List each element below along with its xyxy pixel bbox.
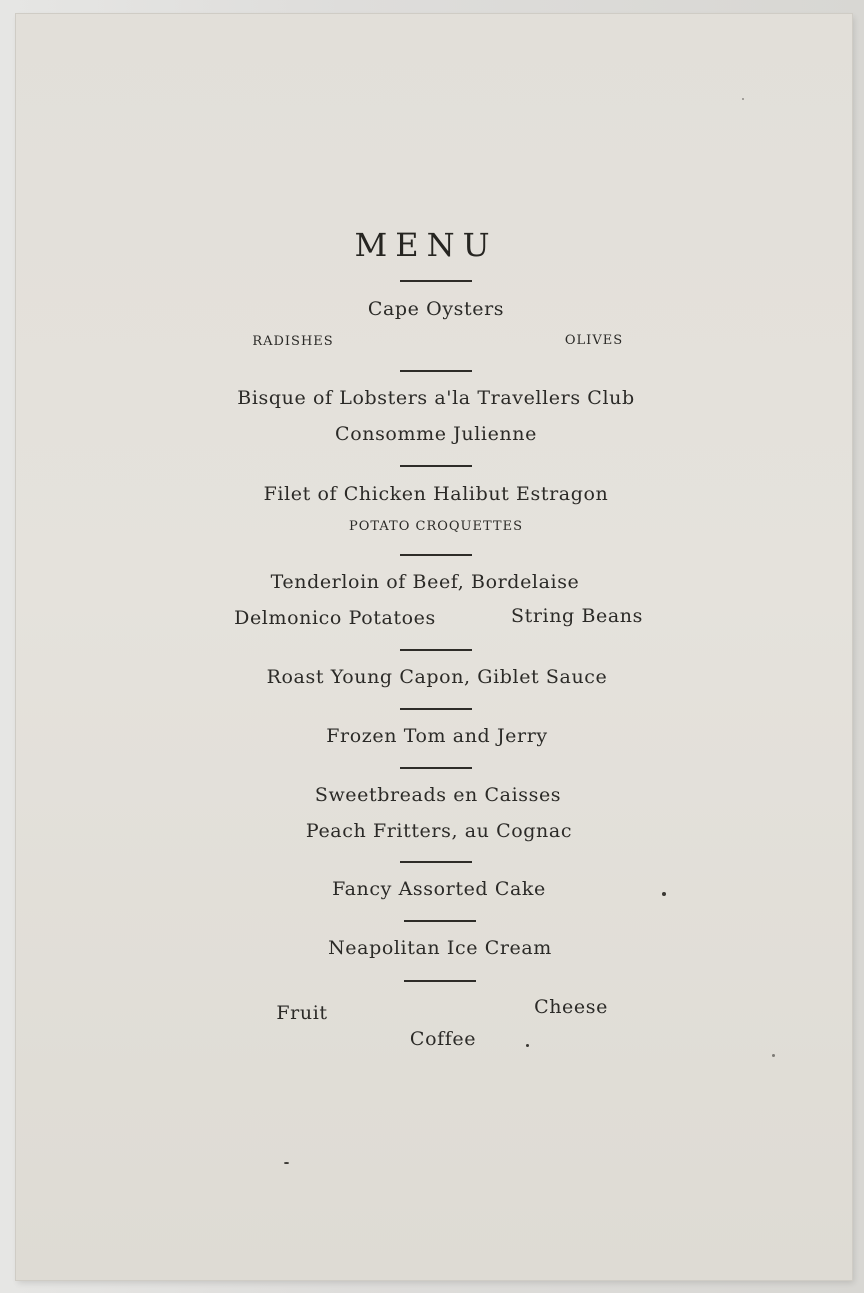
course-oysters: Cape Oysters	[367, 298, 505, 320]
finale-coffee: Coffee	[409, 1028, 477, 1050]
paper-speck	[742, 98, 744, 100]
menu-card	[16, 14, 852, 1280]
course-consomme: Consomme Julienne	[335, 423, 537, 445]
paper-speck	[772, 1054, 775, 1057]
divider-rule	[400, 280, 472, 282]
divider-rule	[400, 465, 472, 467]
divider-rule	[404, 980, 476, 982]
course-sweetbreads: Sweetbreads en Caisses	[314, 784, 562, 806]
side-string-beans: String Beans	[511, 605, 643, 627]
paper-speck	[526, 1044, 529, 1047]
course-cake: Fancy Assorted Cake	[332, 878, 546, 900]
divider-rule	[400, 649, 472, 651]
finale-cheese: Cheese	[534, 996, 608, 1018]
divider-rule	[404, 920, 476, 922]
course-halibut: Filet of Chicken Halibut Estragon	[263, 483, 609, 505]
course-tenderloin: Tenderloin of Beef, Bordelaise	[270, 571, 580, 593]
course-peach-fritters: Peach Fritters, au Cognac	[305, 820, 573, 842]
course-tom-and-jerry: Frozen Tom and Jerry	[326, 725, 548, 747]
divider-rule	[400, 861, 472, 863]
divider-rule	[400, 370, 472, 372]
divider-rule	[400, 554, 472, 556]
side-radishes: RADISHES	[252, 334, 334, 349]
course-bisque: Bisque of Lobsters a'la Travellers Club	[237, 387, 635, 409]
side-olives: OLIVES	[564, 333, 624, 348]
paper-speck	[662, 892, 666, 896]
divider-rule	[400, 708, 472, 710]
side-potato-croquettes: POTATO CROQUETTES	[349, 519, 523, 534]
course-ice-cream: Neapolitan Ice Cream	[328, 937, 552, 959]
finale-fruit: Fruit	[276, 1002, 328, 1024]
side-delmonico-potatoes: Delmonico Potatoes	[234, 607, 436, 629]
divider-rule	[400, 767, 472, 769]
menu-title: MENU	[354, 226, 498, 264]
course-capon: Roast Young Capon, Giblet Sauce	[266, 666, 608, 688]
paper-speck	[284, 1162, 289, 1164]
